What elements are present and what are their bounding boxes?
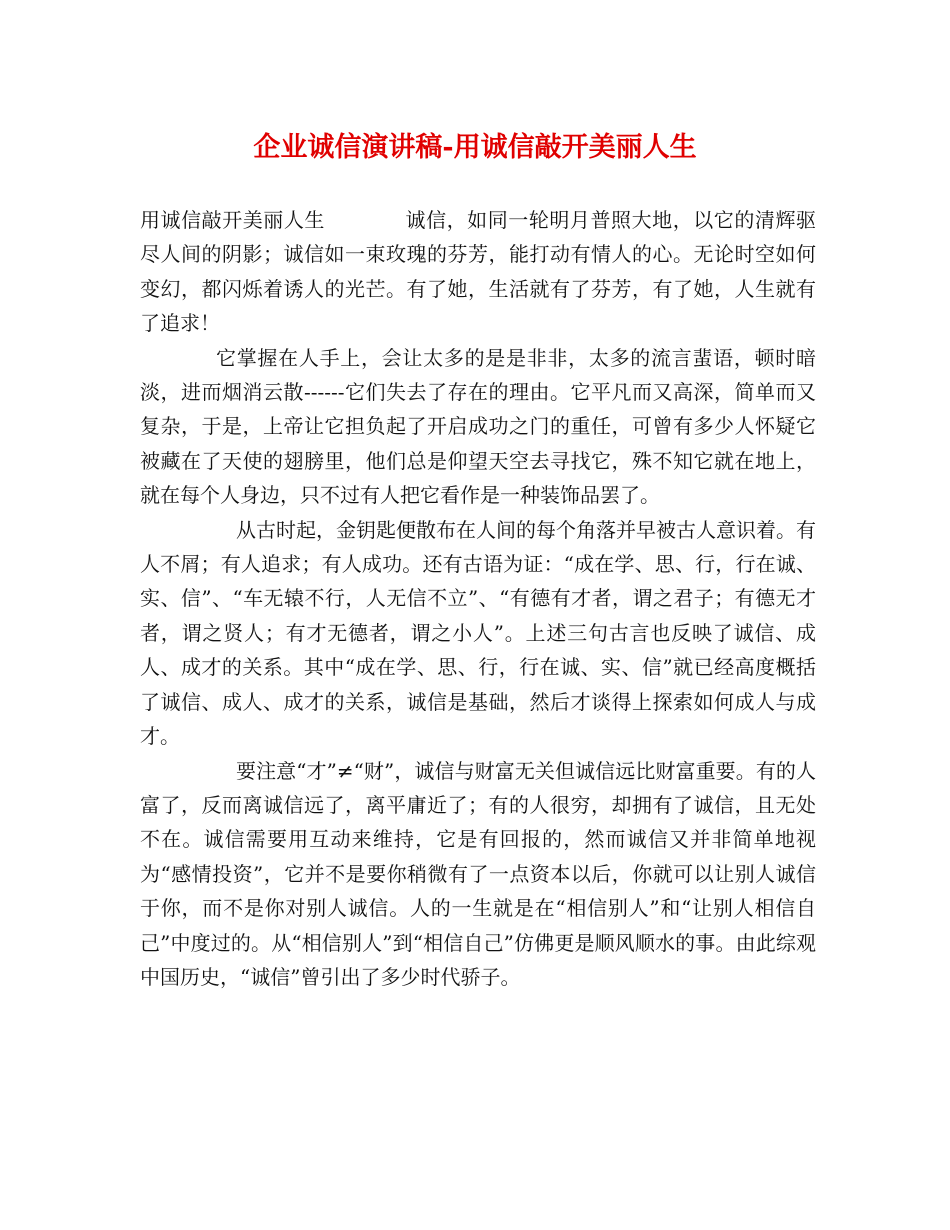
paragraph-4: 要注意“才”≠“财”，诚信与财富无关但诚信远比财富重要。有的人富了，反而离诚信远了，离平庸近了；有的人很穷，却拥有了诚信，且无处不在。诚信需要用互动来维持，它是有回报的，然而诚信又并非简单地视为“感情投资”，它并不是要你稍微有了一点资本以后，你就可以让别人诚信于你，而不是你对别人诚信。人的一生就是在“相信别人”和“让别人相信自己”中度过的。从“相信别人”到“相信自己”仿佛更是顺风顺水的事。由此综观中国历史，“诚信”曾引出了多少时代骄子。 [140,758,816,989]
paragraph-1-lead: 用诚信敲开美丽人生 [140,208,325,232]
paragraph-3: 从古时起，金钥匙便散布在人间的每个角落并早被古人意识着。有人不屑；有人追求；有人成功。还有古语为证：“成在学、思、行，行在诚、实、信”、“车无辕不行，人无信不立”、“有德有才者，谓之君子；有德无才者，谓之贤人；有才无德者，谓之小人”。上述三句古言也反映了诚信、成人、成才的关系。其中“成在学、思、行，行在诚、实、信”就已经高度概括了诚信、成人、成才的关系，诚信是基础，然后才谈得上探索如何成人与成才。 [140,517,816,749]
document-body [140,203,816,994]
paragraph-1-text: 诚信，如同一轮明月普照大地，以它的清辉驱尽人间的阴影；诚信如一束玫瑰的芬芳，能打动有情人的心。无论时空如何变幻，都闪烁着诱人的光芒。有了她，生活就有了芬芳，有了她，人生就有了追求！ [140,208,817,336]
paragraph-1 [140,203,816,341]
paragraph-2: 它掌握在人手上，会让太多的是是非非，太多的流言蜚语，顿时暗淡，进而烟消云散------它们失去了存在的理由。它平凡而又高深，简单而又复杂，于是，上帝让它担负起了开启成功之门的重任，可曾有多少人怀疑它被藏在了天使的翅膀里，他们总是仰望天空去寻找它，殊不知它就在地上，就在每个人身边，只不过有人把它看作是一种装饰品罢了。 [140,345,816,508]
document-title: 企业诚信演讲稿-用诚信敲开美丽人生 [253,132,697,163]
